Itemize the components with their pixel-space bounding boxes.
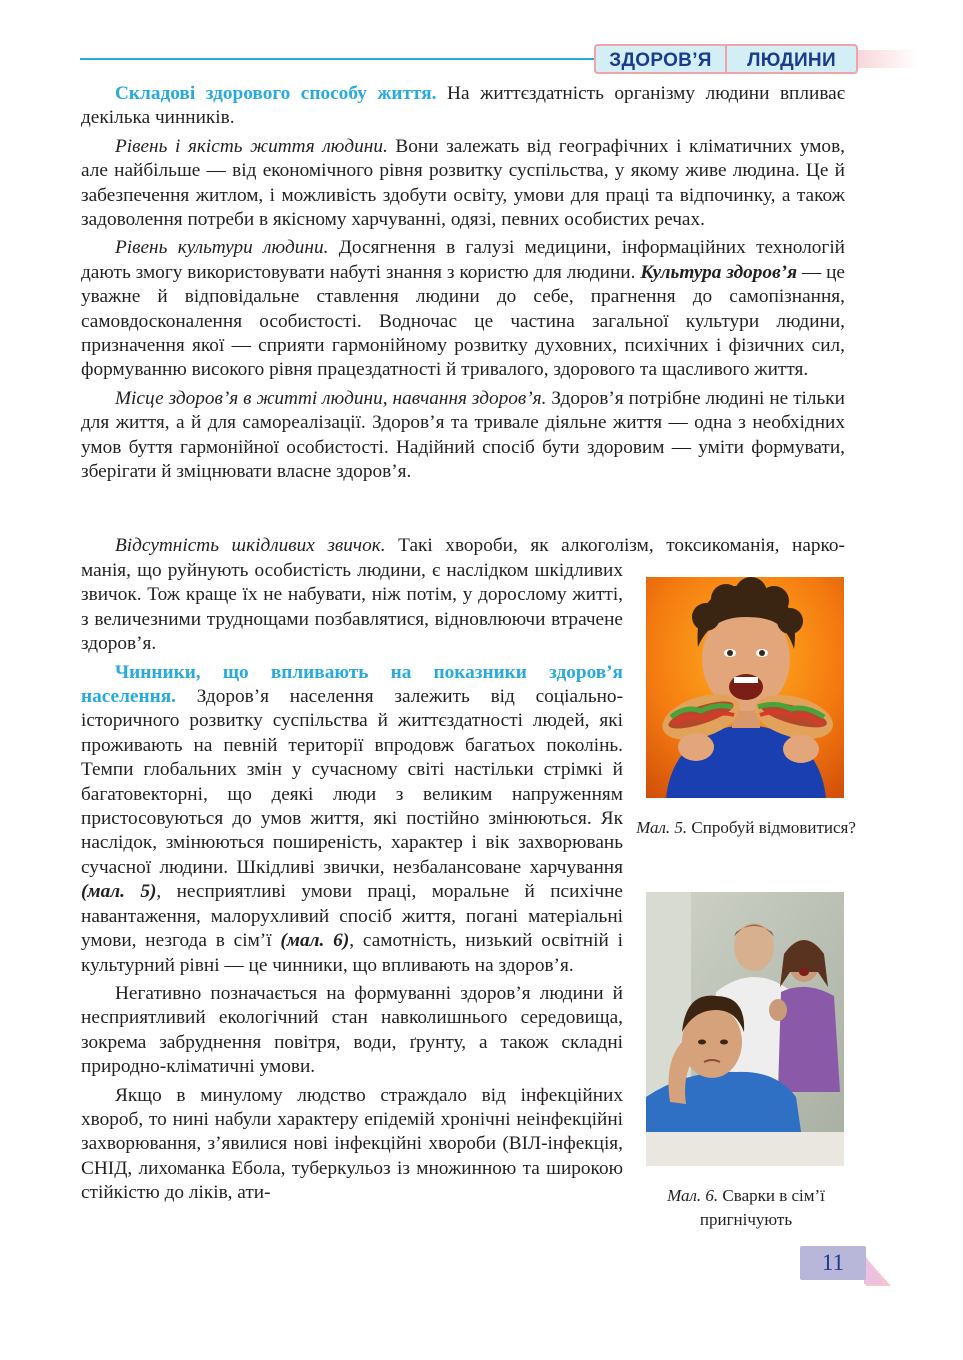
paragraph-ecology xyxy=(81,982,623,1080)
paragraph-text: Такі хвороби, як алкоголізм, токсикоманія, нарко- xyxy=(385,535,845,556)
figure-6-caption xyxy=(631,1184,861,1232)
paragraph-text: Здоров’я потрібне людині не тільки для життя, а й для самореалізації. Здоров’я та тривале діяльне життя — одна з необхідних умов буття гармонійної особистості. Надійний спосіб бути здоровим — уміти формувати, зберігати й зміцнювати власне здоров’я. xyxy=(81,387,845,483)
paragraph-place-of-health xyxy=(81,387,845,485)
paragraph-lead: Рівень і якість життя людини. xyxy=(115,135,388,157)
paragraph-living-standard xyxy=(81,135,845,233)
figure-label: Мал. 5. xyxy=(636,818,688,837)
paragraph-text: Вони залежать від географічних і кліматичних умов, але найбільше — від економічного рівня розвитку суспільства, у якому живе людина. Це й забезпечення житлом, і можливість здобути освіту, умови для праці та відпочинку, а також задоволення потреби в якісному харчуванні, одязі, певних особистих речах. xyxy=(81,135,845,231)
paragraph-bad-habits-cont xyxy=(81,559,623,657)
paragraph-text: — це уважне й відповідальне ставлення людини до себе, прагнення до самопізнання, самовдосконалення особистості. Водночас це частина загальної культури людини, призначення якої — сприяти гармонійному розвитку духовних, психічних і фізичних сил, формуванню високого рівня працездатності й тривалого, здорового та щасливого життя. xyxy=(81,261,845,381)
paragraph-diseases xyxy=(81,1084,623,1206)
paragraph-text: манія, що руйнують особистість людини, є наслідком шкідливих звичок. Тож краще їх не набувати, ніж потім, у дорослому житті, з величезними труднощами позбавлятися, відновлюючи втрачене здоров’я. xyxy=(81,560,623,655)
term-health-culture: Культура здоров’я xyxy=(640,261,798,283)
paragraph-factors xyxy=(81,661,623,978)
header-rule xyxy=(80,58,600,60)
text-bad-habits-first-line xyxy=(81,534,845,558)
paragraph-text: Здоров’я населення залежить від соціально-історичного розвитку суспільства й життєздатності людей, які проживають на певній території впродовж багатьох поколінь. Темпи глобальних змін у сучасному світі настільки стрімкі й багатовекторні, що деякі люди з великим напруженням пристосовуються до умов життя, які постійно змінюються. Як наслідок, змінюються поширеність, характер і вік захворювань сучасної людини. Шкідливі звички, незбалансоване харчування xyxy=(81,686,623,878)
header-decoration xyxy=(858,50,918,68)
header-tab-human: ЛЮДИНИ xyxy=(727,44,858,74)
paragraph-text: , самотність, низький освітній і культурний рівні — це чинники, що впливають на здоров’я. xyxy=(81,930,623,976)
paragraph-text: , несприятливі умови праці, моральне й психічне навантаження, малорухливий спосіб життя, погані матеріальні умови, незгода в сім’ї xyxy=(81,881,623,952)
paragraph-bad-habits xyxy=(81,534,845,558)
figure-label: Мал. 6. xyxy=(667,1186,719,1205)
family-quarrel-image xyxy=(646,892,844,1166)
caption-text: Спробуй відмовитися? xyxy=(687,818,856,837)
text-block-full xyxy=(81,82,845,485)
paragraph-text: Негативно позначається на формуванні здоров’я людини й несприятливий екологічний стан навколишнього середовища, зокрема забруднення повітря, води, ґрунту, а також складні природно-кліматичні умови. xyxy=(81,982,623,1078)
paragraph-lead: Місце здоров’я в житті людини, навчання здоров’я. xyxy=(115,387,547,409)
paragraph-text: Якщо в минулому людство страждало від інфекційних хвороб, то нині набули характеру епідемій хронічні неінфекційні захворювання, з’явилися нові інфекційні хвороби (ВІЛ-інфекція, СНІД, лихоманка Ебола, туберкульоз із множинною та широкою стійкістю до ліків, ати- xyxy=(81,1084,623,1204)
figure-5-photo xyxy=(646,577,844,798)
figure-6-photo xyxy=(646,892,844,1166)
text-block-narrow xyxy=(81,559,623,1206)
header-tab-health: ЗДОРОВ’Я xyxy=(594,44,727,74)
paragraph-lead: Рівень культури людини. xyxy=(115,237,329,259)
paragraph-text: На життєздатність організму людини впливає декілька чинників. xyxy=(81,83,846,129)
paragraph-components xyxy=(81,82,845,131)
section-heading: Чинники, що впливають на показники здоров’я населення. xyxy=(81,661,623,708)
page-number: 11 xyxy=(800,1246,866,1280)
figure-reference: (мал. 6) xyxy=(280,930,350,952)
figure-5-caption xyxy=(631,816,861,840)
paragraph-text: Досягнення в галузі медицини, інформаційних технологій дають змогу використовувати набуті знання з користю для людини. xyxy=(81,237,845,283)
boy-with-hotdogs-image xyxy=(646,577,844,798)
caption-text: Сварки в сім’ї пригнічують xyxy=(699,1186,825,1229)
paragraph-culture xyxy=(81,236,845,382)
section-heading: Складові здорового способу життя. xyxy=(115,83,437,104)
paragraph-lead: Відсутність шкідливих звичок. xyxy=(115,535,386,556)
figure-reference: (мал. 5) xyxy=(81,881,157,903)
